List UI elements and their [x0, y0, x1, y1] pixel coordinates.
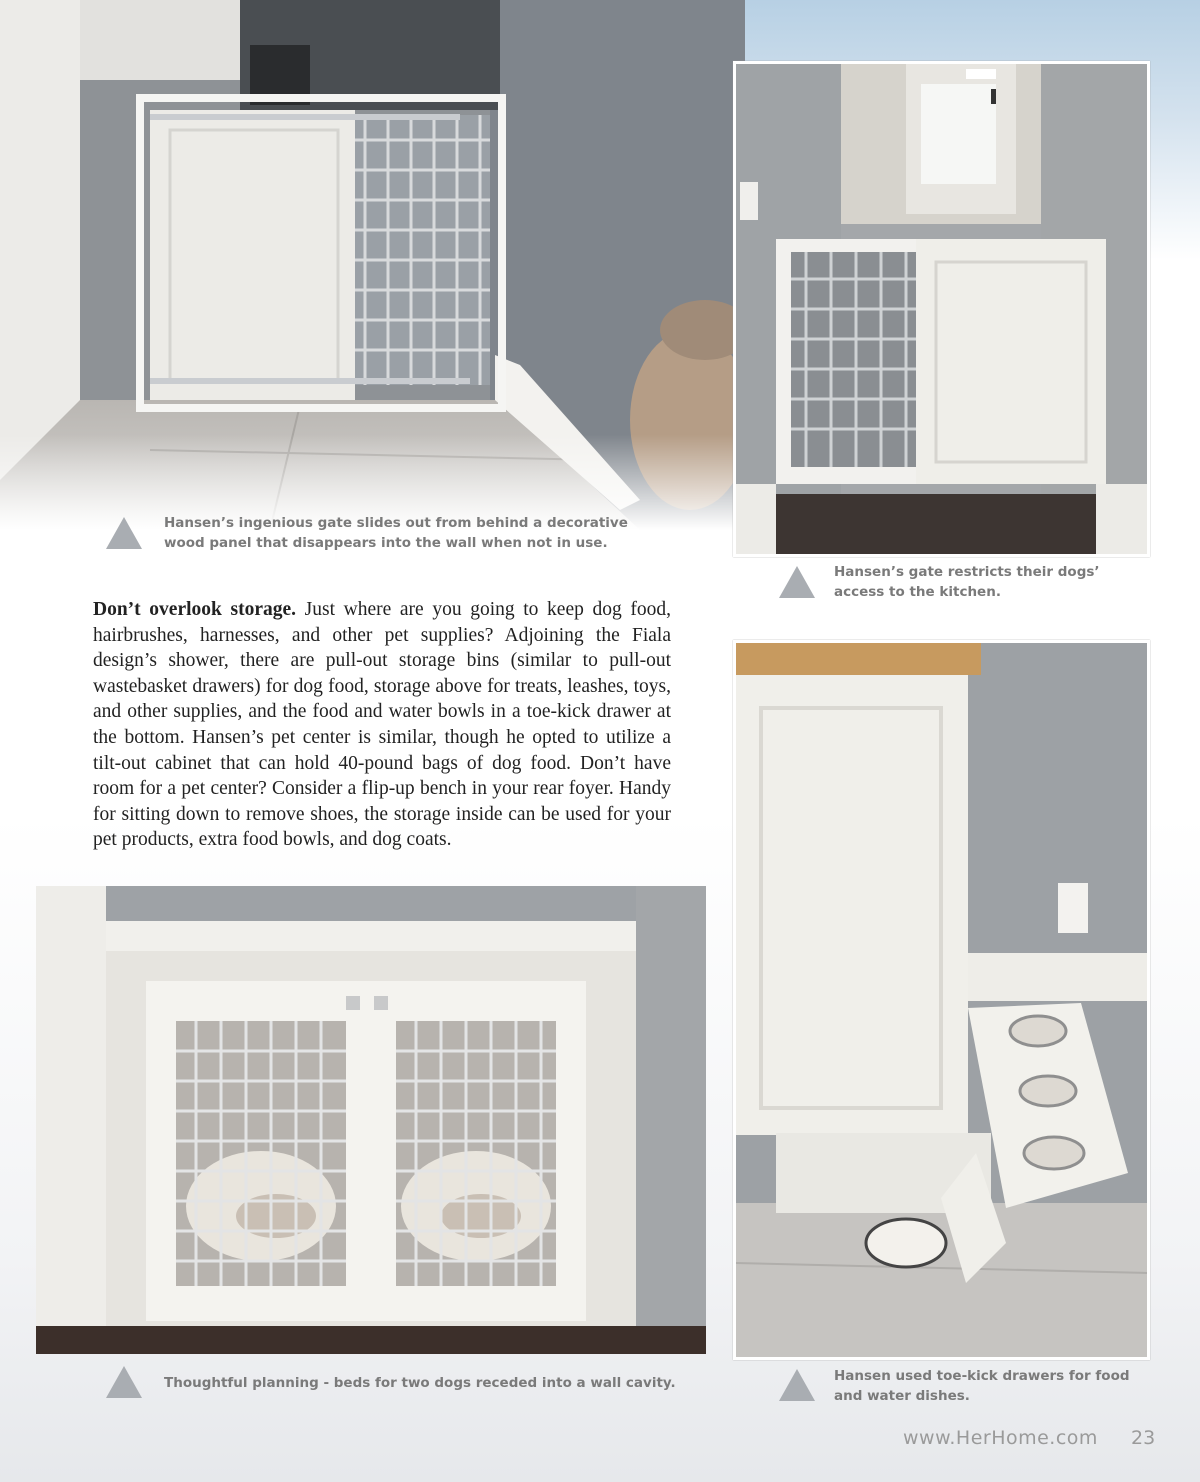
article-text: Just where are you going to keep dog food, hairbrushes, harnesses, and other pet supplies? Adjoining the Fiala design’s shower, there are pull-out storage bins (similar to pull-out wastebasket drawers) for dog food, storage above for treats, leashes, toys, and other supplies, and the food and water bowls in a toe-kick drawer at the bottom. Hansen’s pet center is similar, though he opted to utilize a tilt-out cabinet that can hold 40-pound bags of dog food. Don’t have room for a pet center? Consider a flip-up bench in your rear foyer. Handy for sitting down to remove shoes, the storage inside can be used for your pet products, extra food bowls, and dog coats.	[93, 599, 671, 851]
photo-dog-beds	[36, 886, 706, 1354]
caption-sliding-gate: Hansen’s ingenious gate slides out from behind a decorative wood panel that disappears into the wall when not in use.	[164, 515, 628, 551]
caption-marker-icon	[106, 1366, 142, 1398]
caption-dog-beds: Thoughtful planning - beds for two dogs receded into a wall cavity.	[164, 1375, 676, 1391]
caption-marker-icon	[106, 517, 142, 549]
article-lead: Don’t overlook storage.	[93, 599, 297, 620]
photo-kitchen-gate	[733, 61, 1150, 557]
footer-url: www.HerHome.com	[903, 1427, 1098, 1449]
page-number: 23	[1131, 1427, 1156, 1449]
caption-marker-icon	[779, 1369, 815, 1401]
photo-toe-kick-drawers	[733, 640, 1150, 1360]
caption-toe-kick-drawers: Hansen used toe-kick drawers for food and water dishes.	[834, 1368, 1130, 1404]
photo-sliding-gate	[0, 0, 745, 530]
caption-marker-icon	[779, 566, 815, 598]
caption-kitchen-gate: Hansen’s gate restricts their dogs’ access to the kitchen.	[834, 564, 1100, 600]
article-body	[93, 597, 671, 853]
